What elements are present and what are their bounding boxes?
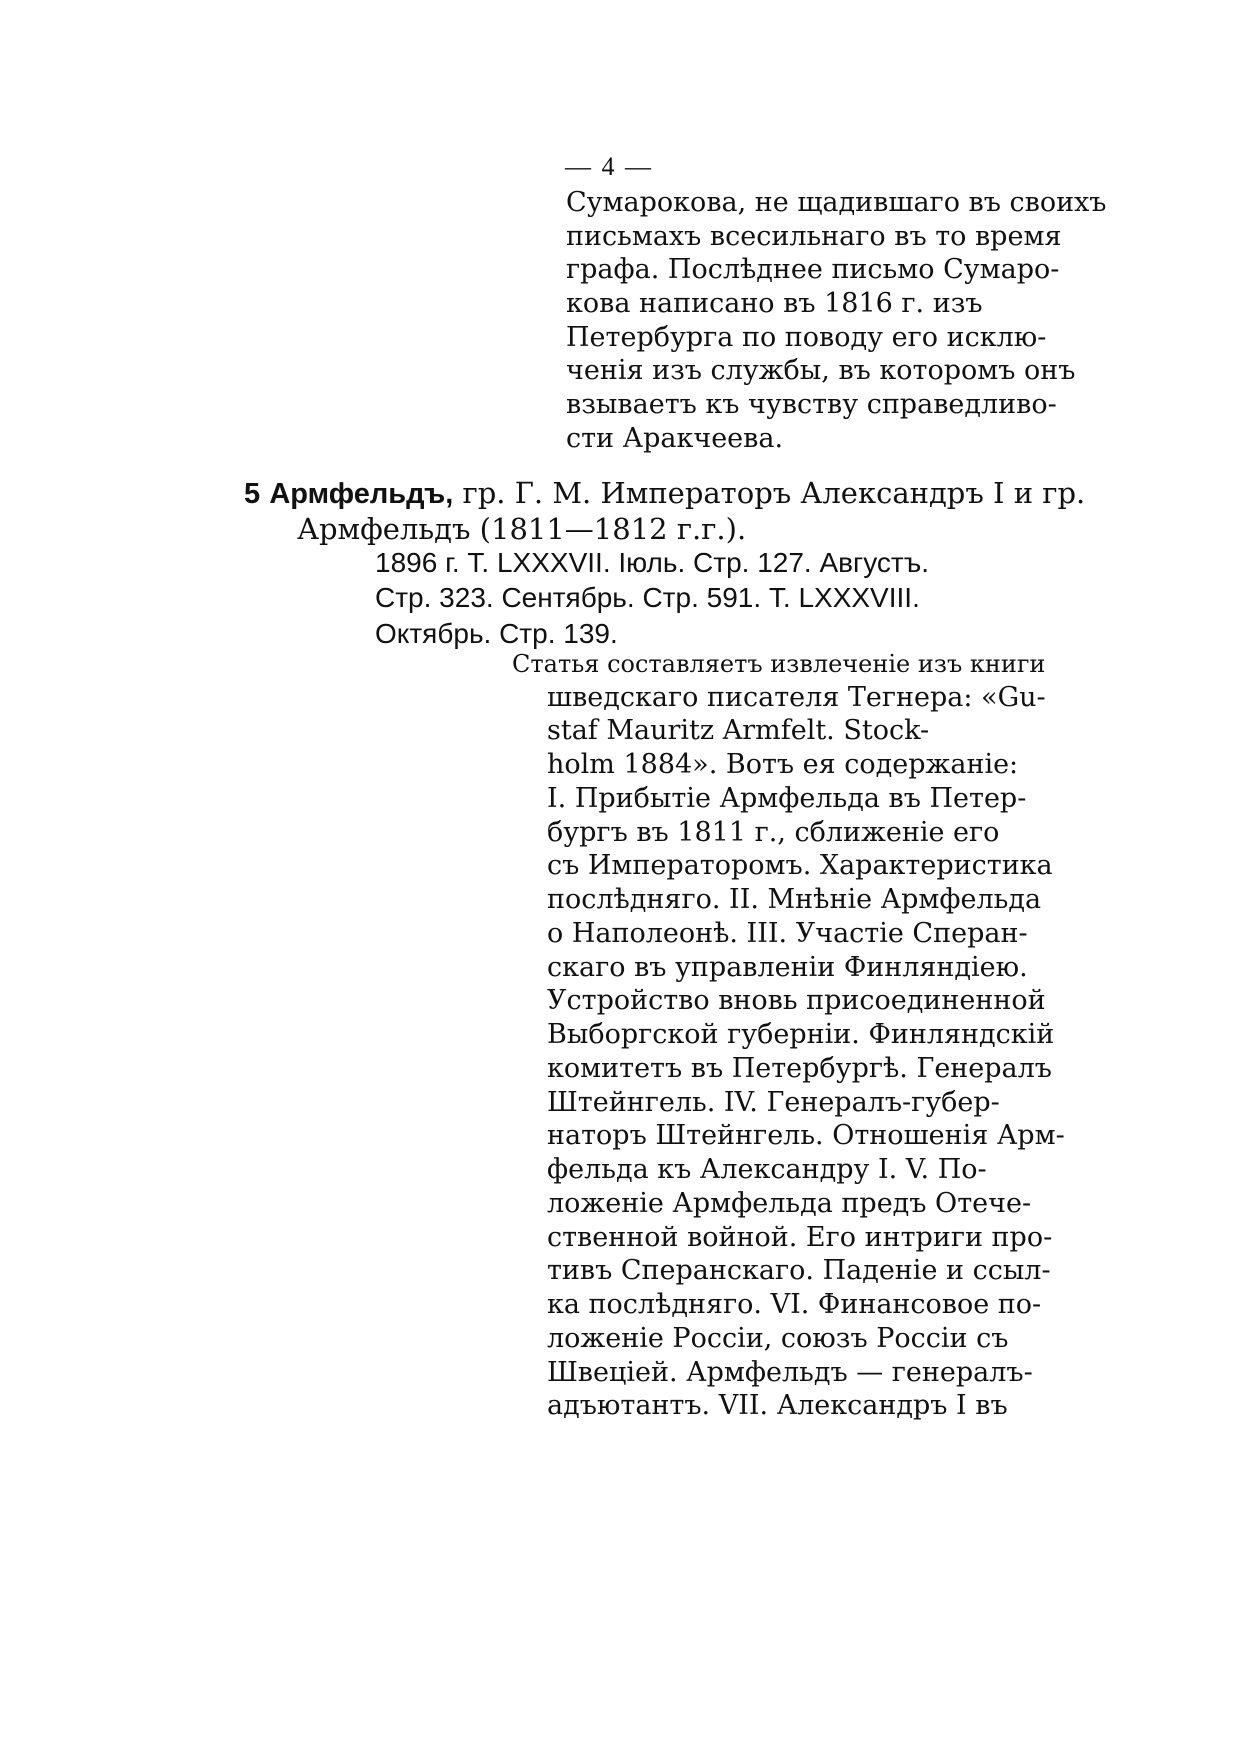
entry-heading [244, 476, 1085, 511]
text-line: наторъ Штейнгель. Отношенія Арм- [547, 1120, 1065, 1151]
text-line: ченія изъ службы, въ которомъ онъ [566, 355, 1076, 386]
text-line: шведскаго писателя Тегнера: «Gu- [547, 682, 1046, 713]
text-line: Швеціей. Армфельдъ — генералъ- [547, 1357, 1033, 1388]
text-line: съ Императоромъ. Характеристика [547, 850, 1053, 881]
text-line: ложеніе Армфельда предъ Отече- [547, 1188, 1032, 1219]
text-line: сти Аракчеева. [566, 423, 784, 454]
reference-line: 1896 г. Т. LXXXVII. Іюль. Стр. 127. Августъ. [375, 547, 930, 578]
text-line: I. Прибытіе Армфельда въ Петер- [547, 783, 1027, 814]
text-line: тивъ Сперанскаго. Паденіе и ссыл- [547, 1255, 1051, 1286]
entry-title-line-2: Армфельдъ (1811—1812 г.г.). [297, 512, 747, 546]
text-line: Сумарокова, не щадившаго въ своихъ [566, 187, 1107, 218]
entry-title-line-1: гр. Г. М. Императоръ Александръ I и гр. [462, 476, 1086, 510]
text-line: о Наполеонѣ. III. Участіе Сперан- [547, 918, 1028, 949]
text-line: бургъ въ 1811 г., сближеніе его [547, 817, 1000, 848]
reference-line: Стр. 323. Сентябрь. Стр. 591. Т. LXXXVIII. [375, 582, 920, 613]
text-line: письмахъ всесильнаго въ то время [566, 221, 1062, 252]
text-line: Выборгской губерніи. Финляндскій [547, 1019, 1055, 1050]
text-line: кова написано въ 1816 г. изъ [566, 288, 983, 319]
text-line: Петербурга по поводу его исклю- [566, 322, 1047, 353]
reference-line: Октябрь. Стр. 139. [375, 618, 618, 649]
text-line: Статья составляетъ извлеченіе изъ книги [512, 650, 1046, 678]
text-line: взываетъ къ чувству справедливо- [566, 389, 1057, 420]
text-line: Штейнгель. IV. Генералъ-губер- [547, 1087, 1000, 1118]
entry-author: Армфельдъ, [269, 478, 454, 510]
text-line: ственной войной. Его интриги про- [547, 1222, 1053, 1253]
text-line: holm 1884». Вотъ ея содержаніе: [547, 749, 1019, 780]
text-line: staf Mauritz Armfelt. Stock- [547, 715, 930, 746]
text-line: Устройство вновь присоединенной [547, 985, 1046, 1016]
text-line: адъютантъ. VII. Александръ I въ [547, 1390, 1008, 1421]
text-line: фельда къ Александру I. V. По- [547, 1154, 987, 1185]
text-line: ка послѣдняго. VI. Финансовое по- [547, 1289, 1042, 1320]
text-line: ложеніе Россіи, союзъ Россіи съ [547, 1323, 1009, 1354]
text-line: графа. Послѣднее письмо Сумаро- [566, 254, 1060, 285]
page-number: — 4 — [565, 152, 653, 181]
text-line: скаго въ управленіи Финляндіею. [547, 952, 1028, 983]
entry-number: 5 [244, 478, 261, 510]
text-line: комитетъ въ Петербургѣ. Генералъ [547, 1053, 1052, 1084]
text-line: послѣдняго. II. Мнѣніе Армфельда [547, 884, 1042, 915]
